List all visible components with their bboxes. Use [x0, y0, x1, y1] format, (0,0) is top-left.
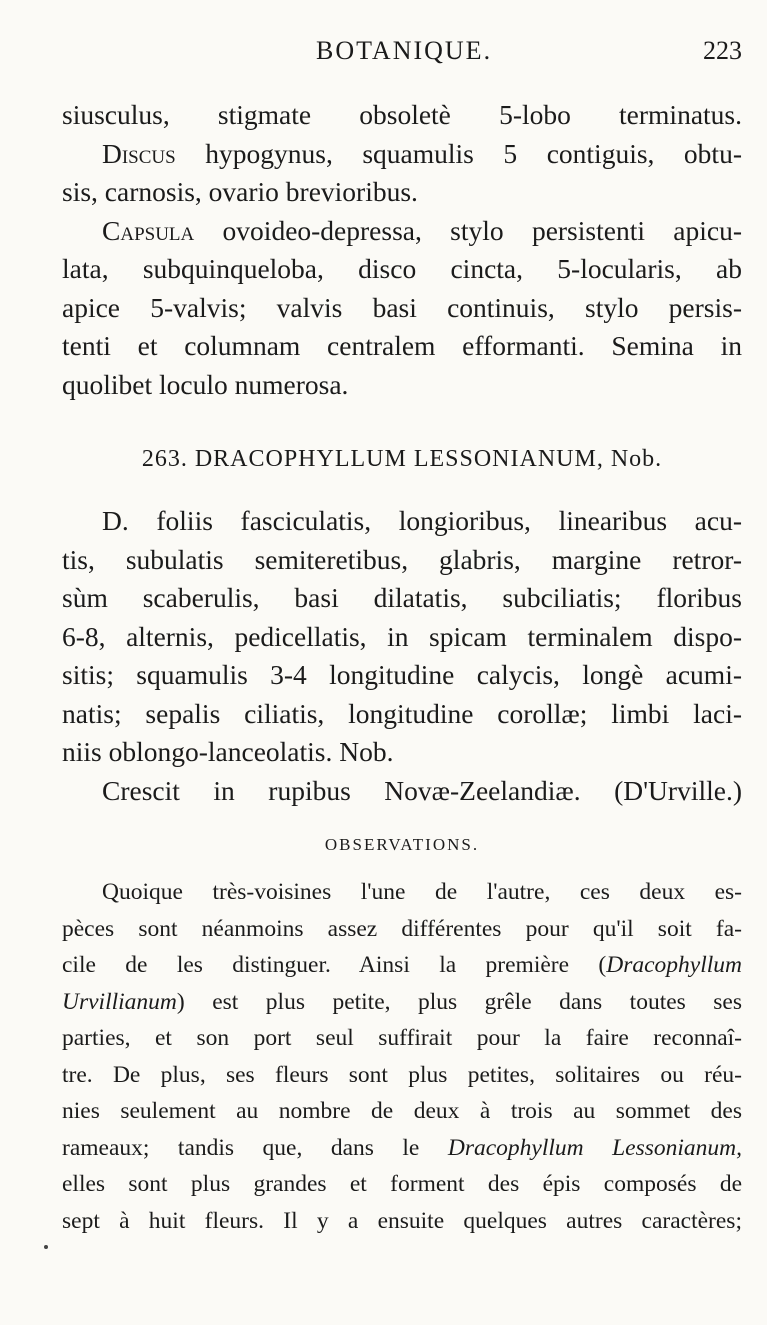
observation-line: elles sont plus grandes et forment des épis composés de	[62, 1171, 742, 1197]
observation-line: nies seulement au nombre de deux à trois au sommet des	[62, 1098, 742, 1124]
text-line: siusculus, stigmate obsoletè 5-lobo terminatus.	[62, 99, 742, 130]
observations-text	[62, 874, 742, 1239]
habitat-line: Crescit in rupibus Novæ-Zeelandiæ. (D'Urville.)	[102, 774, 742, 806]
species-diagnosis	[62, 502, 742, 810]
observation-line	[62, 1130, 742, 1167]
diagnosis-line: sitis; squamulis 3-4 longitudine calycis, longè acumi-	[62, 659, 742, 690]
text-line	[62, 212, 742, 251]
text-line: apice 5-valvis; valvis basi continuis, stylo persis-	[62, 291, 742, 323]
species-title: 263. DRACOPHYLLUM LESSONIANUM, Nob.	[141, 446, 663, 472]
observation-line: sept à huit fleurs. Il y a ensuite quelques autres caractères;	[62, 1207, 742, 1234]
species-name-italic: Urvillianum	[62, 988, 177, 1015]
term-discus: Discus	[102, 137, 176, 169]
text-fragment: ovoideo-depressa, stylo persistenti apicu-	[194, 214, 742, 246]
observation-line: parties, et son port seul suffirait pour la faire reconnaî-	[62, 1025, 742, 1051]
observation-line	[62, 984, 742, 1021]
text-fragment: cile de les distinguer. Ainsi la première (	[62, 952, 607, 978]
observation-line	[62, 947, 742, 984]
diagnosis-line: 6-8, alternis, pedicellatis, in spicam terminalem dispo-	[62, 620, 742, 652]
diagnosis-line: sùm scaberulis, basi dilatatis, subciliatis; floribus	[62, 582, 742, 613]
margin-mark	[44, 1245, 48, 1249]
species-name-italic: Dracophyllum	[606, 952, 742, 978]
observation-line: tre. De plus, ses fleurs sont plus petites, solitaires ou réu-	[62, 1061, 742, 1088]
observation-line: pèces sont néanmoins assez différentes pour qu'il soit fa-	[62, 915, 742, 942]
text-fragment: rameaux; tandis que, dans le	[62, 1134, 448, 1161]
diagnosis-line: niis oblongo-lanceolatis. Nob.	[62, 736, 394, 767]
species-name-italic: Dracophyllum Lessonianum,	[447, 1134, 742, 1161]
page-body	[62, 96, 742, 1239]
capsule-description	[62, 96, 742, 404]
text-fragment: ) est plus petite, plus grêle dans toutes ses	[176, 988, 742, 1015]
text-line: quolibet loculo numerosa.	[62, 368, 349, 400]
text-line: tenti et columnam centralem efformanti. Semina in	[62, 330, 742, 361]
page-number: 223	[703, 36, 742, 65]
diagnosis-line: D. foliis fasciculatis, longioribus, linearibus acu-	[102, 505, 742, 536]
text-fragment: hypogynus, squamulis 5 contiguis, obtu-	[175, 137, 742, 169]
observation-line: Quoique très-voisines l'une de l'autre, ces deux es-	[102, 879, 742, 905]
text-line: sis, carnosis, ovario brevioribus.	[62, 176, 418, 207]
observations-heading: OBSERVATIONS.	[324, 835, 480, 854]
term-capsula: Capsula	[102, 214, 195, 246]
text-line	[62, 135, 742, 174]
text-line: lata, subquinqueloba, disco cincta, 5-locularis, ab	[62, 253, 742, 284]
diagnosis-line: tis, subulatis semiteretibus, glabris, margine retror-	[62, 543, 742, 575]
running-title: BOTANIQUE.	[316, 36, 493, 65]
diagnosis-line: natis; sepalis ciliatis, longitudine corollæ; limbi laci-	[62, 697, 742, 729]
page-header	[62, 36, 742, 76]
